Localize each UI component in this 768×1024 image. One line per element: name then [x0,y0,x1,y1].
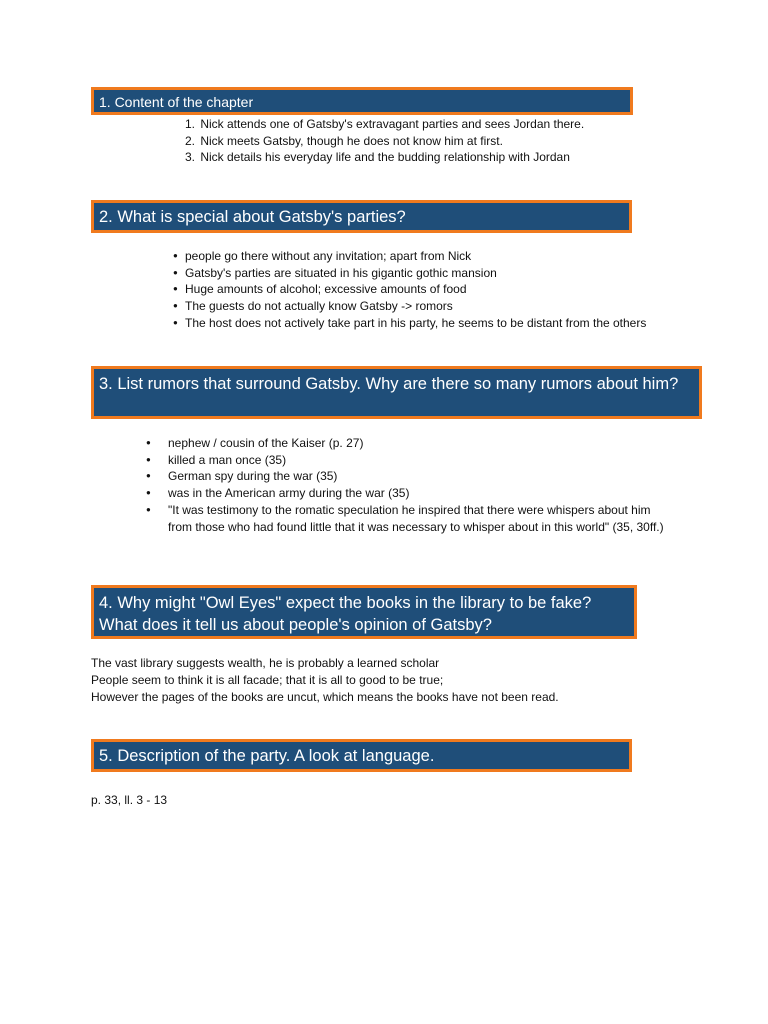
answer-line: People seem to think it is all facade; that it is all to good to be true; [91,672,444,687]
chapter-content-list [185,116,584,166]
list-item [173,315,647,332]
rumors-list [146,435,668,535]
bullet-icon: ● [173,284,178,294]
section-2-header [91,200,632,233]
owl-eyes-answer [91,655,559,705]
bullet-icon: ● [146,438,151,447]
section-4-title: 4. Why might "Owl Eyes" expect the books in the library to be fake? What does it tell us about people's opinion of Gatsby? [99,594,592,634]
bullet-icon: ● [146,488,151,498]
list-item [185,116,584,133]
answer-line: The vast library suggests wealth, he is probably a learned scholar [91,656,440,670]
list-item [173,265,646,282]
list-item [173,298,646,315]
section-3-header [91,366,702,419]
answer-line: However the pages of the books are uncut, which means the books have not been read. [91,689,559,704]
list-text: German spy during the war (35) [168,469,338,484]
list-item [185,133,584,150]
bullet-icon: ● [173,301,178,311]
bullet-icon: ● [173,317,178,327]
list-text: was in the American army during the war (35) [168,486,410,501]
list-number: 1. [185,117,196,131]
list-item [173,248,646,265]
list-text: The guests do not actually know Gatsby -> romors [185,299,453,314]
list-text: Huge amounts of alcohol; excessive amounts of food [185,282,467,297]
parties-list [173,248,647,332]
list-text: killed a man once (35) [168,452,287,467]
list-item [185,149,584,166]
section-5-title: 5. Description of the party. A look at language. [99,747,435,765]
party-answer: p. 33, ll. 3 - 13 [91,793,168,807]
list-text: Gatsby's parties are situated in his gigantic gothic mansion [185,265,497,280]
list-text: nephew / cousin of the Kaiser (p. 27) [168,436,364,450]
list-text: Nick meets Gatsby, though he does not know him at first. [200,133,503,148]
list-item [146,502,668,535]
section-3-title: 3. List rumors that surround Gatsby. Why are there so many rumors about him? [99,375,679,393]
section-2-title: 2. What is special about Gatsby's parties? [99,208,406,226]
list-text: "It was testimony to the romatic speculation he inspired that there were whispers about him from those who had found little that it was necessary to whisper about in this world" (35, 30ff.) [168,502,664,534]
list-item [173,281,646,298]
bullet-icon: ● [146,504,151,514]
list-text: people go there without any invitation; apart from Nick [185,249,472,263]
section-5-header [91,739,632,772]
list-item [146,452,668,469]
list-number: 3. [185,150,196,165]
list-text: Nick attends one of Gatsby's extravagant parties and sees Jordan there. [200,117,585,131]
section-1-header [91,87,633,115]
list-text: The host does not actively take part in his party, he seems to be distant from the others [185,315,647,330]
list-number: 2. [185,133,196,148]
section-4-header [91,585,637,639]
bullet-icon: ● [146,471,151,481]
section-1-title: 1. Content of the chapter [99,94,254,110]
bullet-icon: ● [146,454,151,464]
list-item [146,435,668,452]
bullet-icon: ● [173,251,178,260]
list-item [146,485,668,502]
bullet-icon: ● [173,267,178,277]
list-text: Nick details his everyday life and the budding relationship with Jordan [200,150,570,165]
list-item [146,468,668,485]
